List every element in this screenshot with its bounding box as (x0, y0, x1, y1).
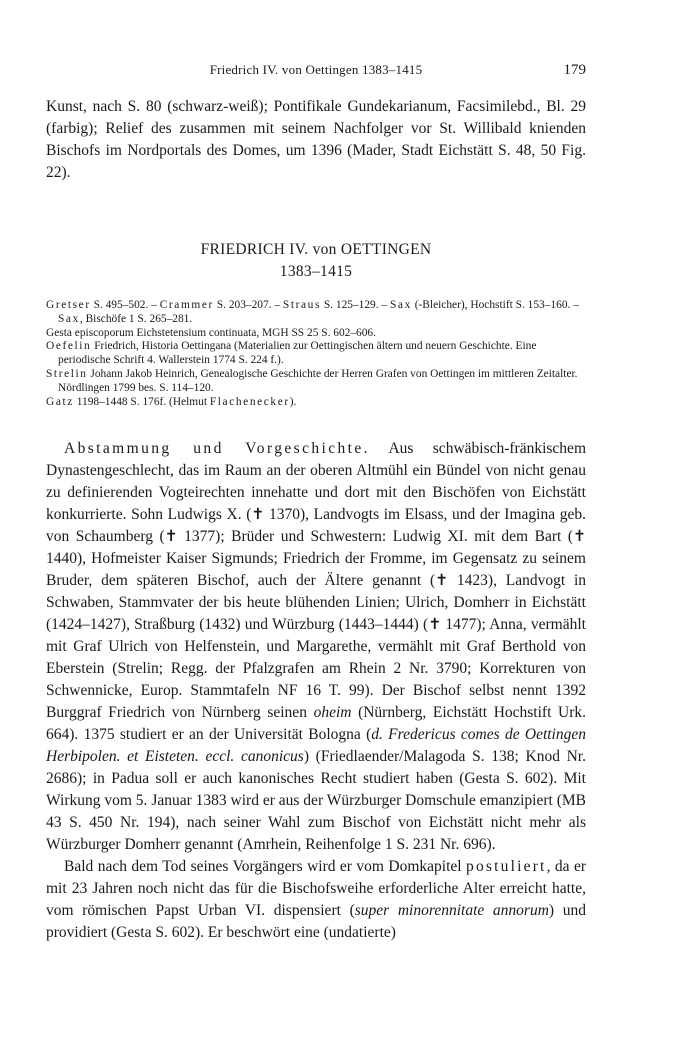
bib-author: Straus (282, 299, 321, 311)
paragraph-ancestry: Abstammung und Vorgeschichte. Aus schwäbisch-fränkischem Dynastengeschlecht, das im Raum an der oberen Altmühl ein Bündel von nicht genau zu definierenden Vogteirechten innehatte und dort mit den Bischöfen von Eichstätt konkurrierte. Sohn Ludwigs X. (✝ 1370), Landvogts im Elsass, und der Imagina geb. von Schaumberg (✝ 1377); Brüder und Schwestern: Ludwig XI. mit dem Bart (✝ 1440), Hofmeister Kaiser Sigmunds; Friedrich der Fromme, im Gegensatz zu seinem Bruder, dem späteren Bischof, auch der Ältere genannt (✝ 1423), Landvogt in Schwaben, Stammvater der bis heute blühenden Linien; Ulrich, Domherr in Eichstätt (1424–1427), Straßburg (1432) und Würzburg (1443–1444) (✝ 1477); Anna, vermählt mit Graf Ulrich von Helfenstein, und Margarethe, vermählt mit Graf Berthold von Eberstein (Strelin; Regg. der Pfalzgrafen am Rhein 2 Nr. 3790; Korrekturen von Schwennicke, Europ. Stammtafeln NF 16 T. 99). Der Bischof selbst nennt 1392 Burggraf Friedrich von Nürnberg seinen oheim (Nürnberg, Eichstätt Hochstift Urk. 664). 1375 studiert er an der Universität Bologna (d. Fredericus comes de Oettingen Herbipolen. et Eisteten. eccl. canonicus) (Friedlaender/Malagoda S. 138; Knod Nr. 2686); in Padua soll er auch kanonisches Recht studiert haben (Gesta S. 602). Mit Wirkung vom 5. Januar 1383 wird er aus der Würzburger Domschule emanzipiert (MB 43 S. 450 Nr. 194), nach seiner Wahl zum Bischof von Eichstätt nicht mehr als Würzburger Domherr genannt (Amrhein, Reihenfolge 1 S. 231 Nr. 696). (46, 440, 586, 853)
italic-quote: oheim (313, 704, 352, 721)
bibliography (46, 299, 586, 409)
bib-entry: Gesta episcoporum Eichstetensium continuata, MGH SS 25 S. 602–606. (46, 326, 376, 339)
page-number: 179 (563, 62, 586, 78)
italic-quote: d. Fredericus comes de Oettingen Herbipolen. et Eisteten. eccl. canonicus (46, 726, 586, 765)
section-heading (46, 239, 586, 283)
bib-entry: Oefelin Friedrich, Historia Oettingana (Materialien zur Oettingischen ältern und neuern Geschichte. Eine periodische Schrift 4. Wallerstein 1774 S. 224 f.). (46, 340, 537, 367)
spaced-term: postuliert (466, 858, 547, 875)
bib-author: Sax (389, 299, 412, 311)
bib-author: Crammer (159, 299, 214, 311)
bib-author: Gatz (46, 395, 74, 408)
bib-author: Gretser (46, 299, 91, 311)
intro-paragraph: Kunst, nach S. 80 (schwarz-weiß); Pontifikale Gundekarianum, Facsimilebd., Bl. 29 (farbig); Relief des zusammen mit seinem Nachfolger vor St. Willibald knienden Bischofs im Nordportals des Domes, um 1396 (Mader, Stadt Eichstätt S. 48, 50 Fig. 22). (46, 98, 586, 181)
running-head (46, 62, 586, 82)
italic-quote: super minorennitate annorum (354, 902, 549, 919)
running-title: Friedrich IV. von Oettingen 1383–1415 (209, 62, 423, 77)
heading-years: 1383–1415 (279, 263, 353, 280)
heading-name: FRIEDRICH IV. von OETTINGEN (200, 241, 432, 258)
bib-author: Strelin (46, 367, 88, 380)
paragraph-heading: Abstammung und Vorgeschichte. (64, 440, 370, 457)
bib-author: Sax (58, 312, 80, 325)
bib-entry: Strelin Johann Jakob Heinrich, Genealogische Geschichte der Herren Grafen von Oettingen im mittleren Zeitalter. Nördlingen 1799 bes. S. 114–120. (46, 367, 578, 394)
bib-entry: Gatz 1198–1448 S. 176f. (Helmut Flachenecker). (46, 395, 297, 408)
bib-author: Oefelin (46, 340, 92, 353)
bib-entry: Gretser S. 495–502. – Crammer S. 203–207. – Straus S. 125–129. – Sax (-Bleicher), Hochstift S. 153–160. – Sax, Bischöfe 1 S. 265–281. (46, 299, 579, 325)
bib-author: Flachenecker (209, 395, 290, 408)
paragraph-election: Bald nach dem Tod seines Vorgängers wird er vom Domkapitel postuliert, da er mit 23 Jahren noch nicht das für die Bischofsweihe erforderliche Alter erreicht hatte, vom römischen Papst Urban VI. dispensiert (super minorennitate annorum) und providiert (Gesta S. 602). Er beschwört eine (undatierte) (46, 858, 586, 941)
main-text (46, 438, 586, 944)
